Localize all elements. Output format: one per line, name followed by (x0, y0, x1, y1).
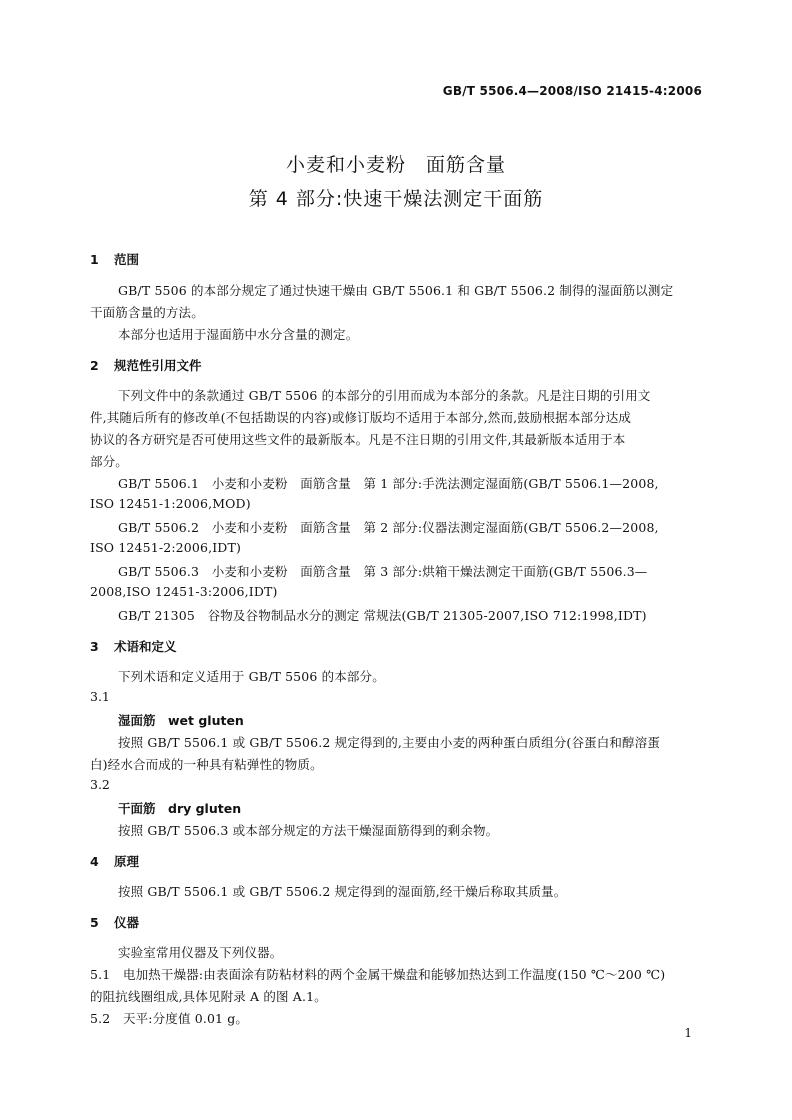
reference-entry-cont: 2008,ISO 12451-3:2006,IDT) (90, 584, 278, 599)
section-3-heading (90, 637, 177, 655)
reference-entry: GB/T 5506.1 小麦和小麦粉 面筋含量 第 1 部分:手洗法测定湿面筋(GB/T 5506.1—2008, (118, 476, 659, 491)
paragraph-line: 按照 GB/T 5506.1 或 GB/T 5506.2 规定得到的湿面筋,经干燥后称取其质量。 (118, 884, 567, 899)
clause-number: 3.1 (90, 689, 110, 704)
section-1-heading (90, 250, 139, 268)
reference-entry: GB/T 21305 谷物及谷物制品水分的测定 常规法(GB/T 21305-2007,ISO 712:1998,IDT) (118, 608, 647, 623)
section-number: 5 (90, 915, 99, 930)
paragraph-line: GB/T 5506 的本部分规定了通过快速干燥由 GB/T 5506.1 和 GB/T 5506.2 制得的湿面筋以测定 (118, 283, 674, 298)
page-number: 1 (684, 1026, 692, 1040)
paragraph-line: 本部分也适用于湿面筋中水分含量的测定。 (118, 327, 359, 342)
clause-number: 3.2 (90, 777, 110, 792)
reference-entry-cont: ISO 12451-1:2006,MOD) (90, 496, 251, 511)
term-wet-gluten: 湿面筋 wet gluten (118, 713, 244, 728)
reference-entry: GB/T 5506.3 小麦和小麦粉 面筋含量 第 3 部分:烘箱干燥法测定干面筋(GB/T 5506.3— (118, 564, 648, 579)
section-number: 4 (90, 854, 99, 869)
document-title: 小麦和小麦粉 面筋含量 (285, 154, 506, 176)
paragraph-line: 下列文件中的条款通过 GB/T 5506 的本部分的引用而成为本部分的条款。凡是注日期的引用文 (118, 388, 651, 403)
paragraph-line: 协议的各方研究是否可使用这些文件的最新版本。凡是不注日期的引用文件,其最新版本适用于本 (90, 432, 626, 447)
reference-entry: GB/T 5506.2 小麦和小麦粉 面筋含量 第 2 部分:仪器法测定湿面筋(GB/T 5506.2—2008, (118, 520, 659, 535)
clause-5-1-line: 5.1 电加热干燥器:由表面涂有防粘材料的两个金属干燥盘和能够加热达到工作温度(150 ℃～200 ℃) (90, 967, 666, 982)
clause-5-2-line: 5.2 天平:分度值 0.01 g。 (90, 1011, 249, 1026)
definition-line: 白)经水合而成的一种具有粘弹性的物质。 (90, 757, 323, 772)
section-4-heading (90, 852, 139, 870)
paragraph-line: 件,其随后所有的修改单(不包括勘误的内容)或修订版均不适用于本部分,然而,鼓励根据本部分达成 (90, 410, 632, 425)
standard-code-header: GB/T 5506.4—2008/ISO 21415-4:2006 (442, 84, 702, 98)
paragraph-line: 下列术语和定义适用于 GB/T 5506 的本部分。 (118, 669, 385, 684)
section-number: 2 (90, 358, 99, 373)
section-title: 范围 (114, 252, 140, 267)
section-title: 仪器 (114, 915, 140, 930)
paragraph-line: 干面筋含量的方法。 (90, 305, 204, 320)
paragraph-line: 实验室常用仪器及下列仪器。 (118, 945, 283, 960)
section-title: 原理 (114, 854, 140, 869)
definition-line: 按照 GB/T 5506.3 或本部分规定的方法干燥湿面筋得到的剩余物。 (118, 823, 499, 838)
section-2-heading (90, 356, 202, 374)
section-5-heading (90, 913, 139, 931)
section-number: 1 (90, 252, 99, 267)
section-title: 规范性引用文件 (114, 358, 202, 373)
term-dry-gluten: 干面筋 dry gluten (118, 801, 242, 816)
document-subtitle: 第 4 部分:快速干燥法测定干面筋 (248, 188, 544, 210)
section-number: 3 (90, 639, 99, 654)
definition-line: 按照 GB/T 5506.1 或 GB/T 5506.2 规定得到的,主要由小麦的两种蛋白质组分(谷蛋白和醇溶蛋 (118, 735, 661, 750)
clause-5-1-cont: 的阻抗线圈组成,具体见附录 A 的图 A.1。 (90, 989, 327, 1004)
paragraph-line: 部分。 (90, 454, 128, 469)
section-title: 术语和定义 (114, 639, 177, 654)
reference-entry-cont: ISO 12451-2:2006,IDT) (90, 540, 241, 555)
